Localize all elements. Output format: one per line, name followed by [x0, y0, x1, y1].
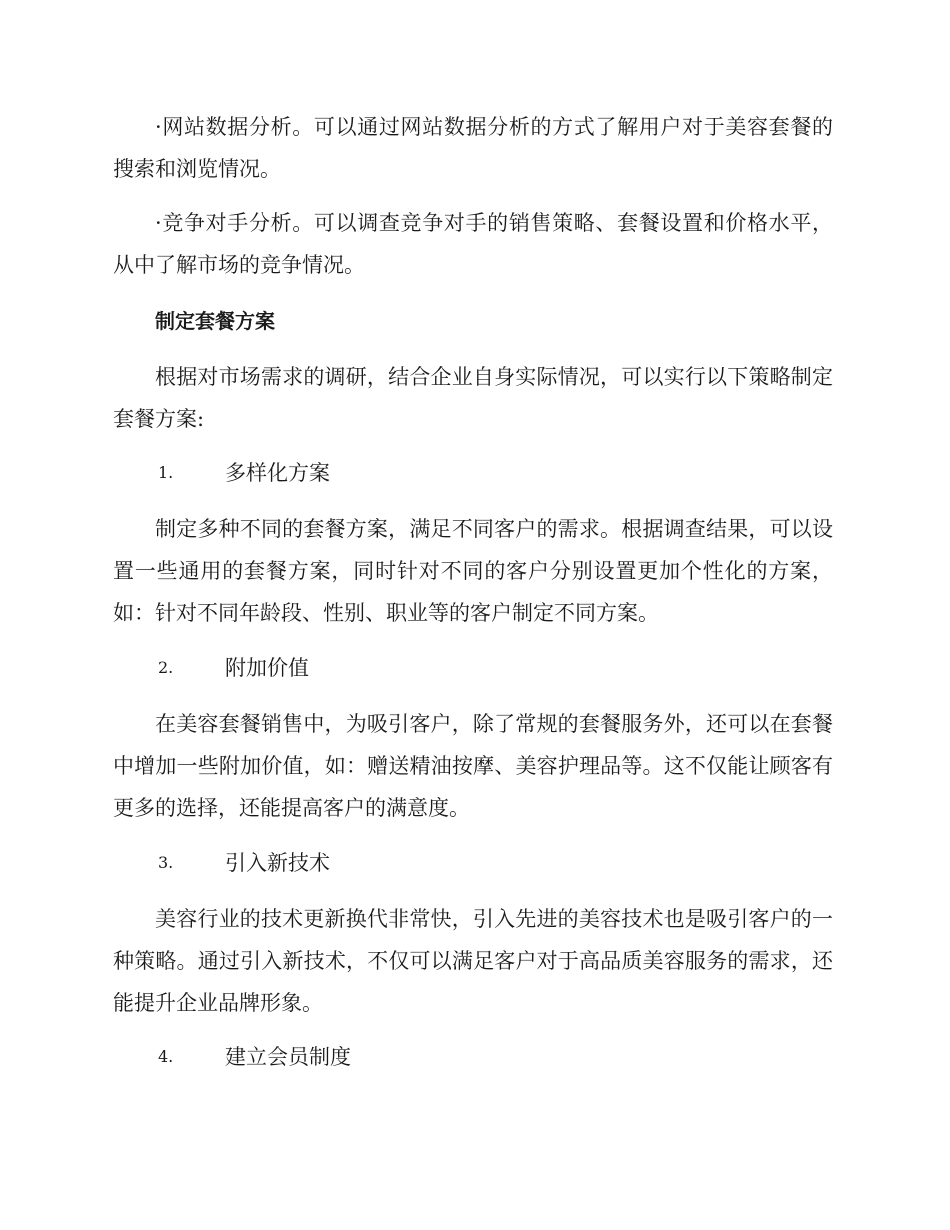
- list-label: 多样化方案: [225, 461, 330, 485]
- section-heading: 制定套餐方案: [155, 309, 275, 333]
- list-number: 3.: [158, 853, 174, 872]
- paragraph-added-value: 在美容套餐销售中，为吸引客户，除了常规的套餐服务外，还可以在套餐中增加一些附加价值，如：赠送精油按摩、美容护理品等。这不仅能让顾客有更多的选择，还能提高客户的满意度。: [113, 712, 833, 820]
- paragraph-website-analysis: ·网站数据分析。可以通过网站数据分析的方式了解用户对于美容套餐的搜索和浏览情况。: [113, 115, 833, 181]
- list-number: 1.: [158, 463, 174, 482]
- paragraph-diverse-plans: 制定多种不同的套餐方案，满足不同客户的需求。根据调查结果，可以设置一些通用的套餐方案，同时针对不同的客户分别设置更加个性化的方案，如：针对不同年龄段、性别、职业等的客户制定不同方案。: [113, 517, 833, 625]
- list-label: 引入新技术: [225, 851, 330, 875]
- paragraph-competitor-analysis: ·竞争对手分析。可以调查竞争对手的销售策略、套餐设置和价格水平，从中了解市场的竞争情况。: [113, 211, 833, 277]
- list-number: 2.: [158, 658, 174, 677]
- paragraph-new-tech: 美容行业的技术更新换代非常快，引入先进的美容技术也是吸引客户的一种策略。通过引入新技术，不仅可以满足客户对于高品质美容服务的需求，还能提升企业品牌形象。: [113, 907, 833, 1015]
- list-label: 附加价值: [225, 656, 309, 680]
- list-number: 4.: [158, 1047, 174, 1066]
- list-label: 建立会员制度: [225, 1045, 351, 1069]
- paragraph-intro: 根据对市场需求的调研，结合企业自身实际情况，可以实行以下策略制定套餐方案:: [113, 365, 833, 431]
